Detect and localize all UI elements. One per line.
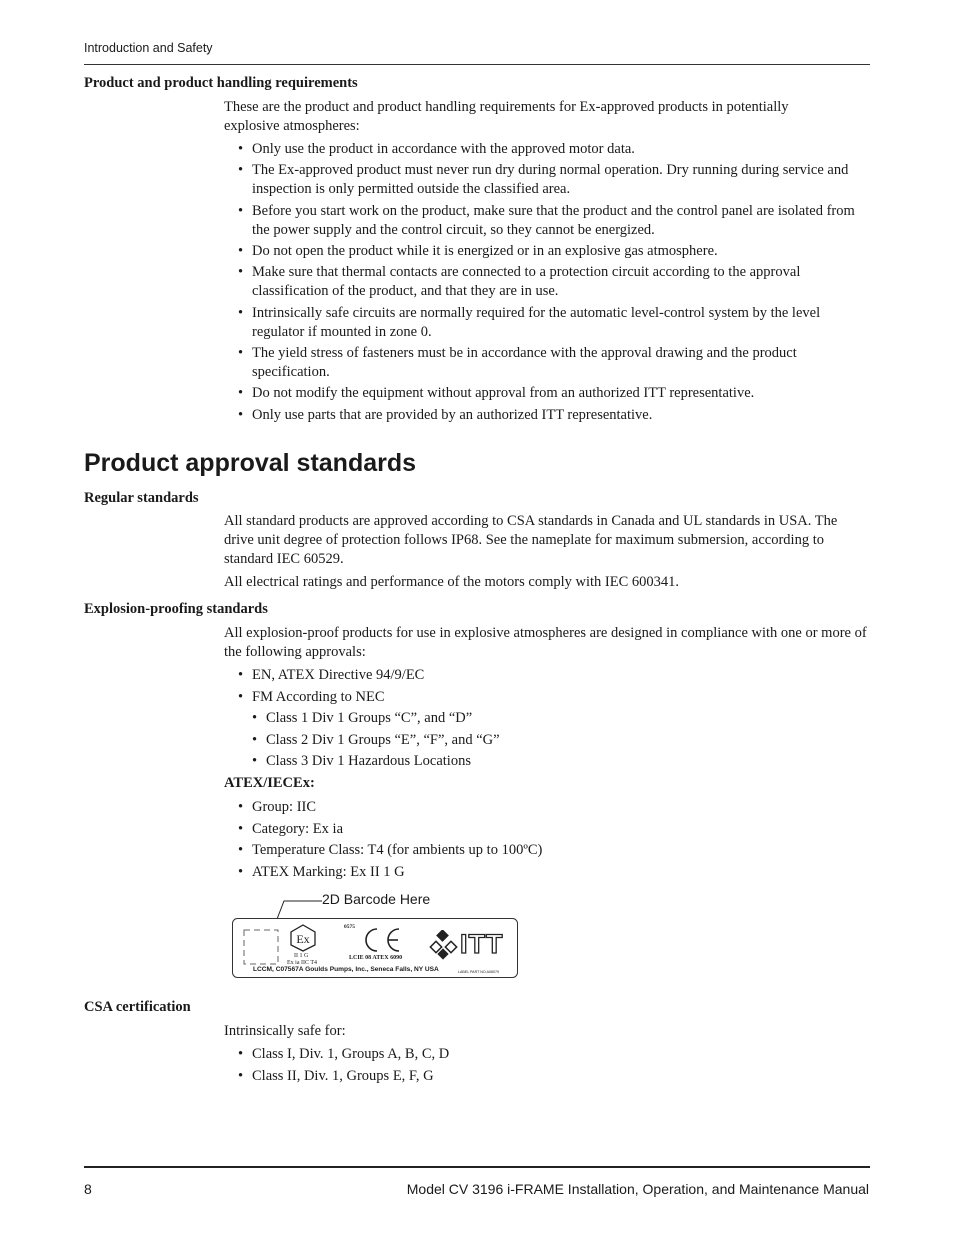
footer-rule xyxy=(84,1166,870,1168)
barcode-caption: 2D Barcode Here xyxy=(322,891,431,907)
csa-item: • Class I, Div. 1, Groups A, B, C, D xyxy=(224,1045,864,1064)
section-title: Product approval standards xyxy=(84,449,417,477)
csa-heading: CSA certification xyxy=(84,999,191,1015)
label-certificate: LCIE 08 ATEX 6090 xyxy=(349,955,403,961)
explosion-proofing-intro: All explosion-proof products for use in explosive atmospheres are designed in compliance with one or more of the following approvals: xyxy=(224,625,867,660)
atex-item: • Category: Ex ia xyxy=(224,820,864,839)
handling-heading: Product and product handling requirements xyxy=(84,75,358,91)
fm-class-item: • Class 1 Div 1 Groups “C”, and “D” xyxy=(224,709,864,728)
ex-hexagon-icon xyxy=(289,924,317,952)
csa-intro: Intrinsically safe for: xyxy=(224,1023,346,1039)
handling-item: • The Ex-approved product must never run dry during normal operation. Dry running during service and inspection is only permitted outside the classified area. xyxy=(224,161,864,199)
label-manufacturer: LCCM, C07567A Goulds Pumps, Inc., Seneca Falls, NY USA xyxy=(253,966,439,973)
label-ce-number: 0575 xyxy=(344,924,355,930)
manual-title: Model CV 3196 i-FRAME Installation, Operation, and Maintenance Manual xyxy=(406,1181,869,1197)
atex-iecex-label: ATEX/IECEx: xyxy=(224,775,315,791)
itt-engineered-blocks-icon xyxy=(428,930,460,960)
nameplate-label xyxy=(232,918,518,978)
header-rule xyxy=(84,64,870,65)
svg-text:Ex: Ex xyxy=(296,932,310,946)
handling-item: • Before you start work on the product, make sure that the product and the control panel are isolated from the power supply and the control circuit, so they cannot be energized. xyxy=(224,202,864,240)
running-header: Introduction and Safety xyxy=(84,41,213,55)
itt-logo: ITT xyxy=(460,929,504,959)
fm-class-item: • Class 3 Div 1 Hazardous Locations xyxy=(224,752,864,771)
handling-item: • Intrinsically safe circuits are normally required for the automatic level-control system by the level regulator if mounted in zone 0. xyxy=(224,304,864,342)
handling-item: • The yield stress of fasteners must be in accordance with the approval drawing and the product specification. xyxy=(224,344,864,382)
handling-item: • Only use the product in accordance with the approved motor data. xyxy=(224,140,864,159)
handling-item: • Make sure that thermal contacts are connected to a protection circuit according to the approval classification of the product, and that they are in use. xyxy=(224,263,864,301)
atex-item: • Group: IIC xyxy=(224,798,864,817)
atex-item: • ATEX Marking: Ex II 1 G xyxy=(224,863,864,882)
regular-standards-paragraph: All standard products are approved according to CSA standards in Canada and UL standards in USA. The drive unit degree of protection follows IP68. See the nameplate for maximum submersion, according to standard IEC 60529. xyxy=(224,513,838,567)
approval-item: • FM According to NEC xyxy=(224,688,864,707)
handling-intro-line1: These are the product and product handling requirements for Ex-approved products in potentially xyxy=(224,99,789,115)
label-ex-code: II 1 G xyxy=(294,953,309,959)
handling-intro-line2: explosive atmospheres: xyxy=(224,118,360,134)
handling-item: • Only use parts that are provided by an authorized ITT representative. xyxy=(224,406,864,425)
ce-mark-icon xyxy=(359,926,403,954)
page-number: 8 xyxy=(84,1181,92,1197)
regular-standards-heading: Regular standards xyxy=(84,490,199,506)
atex-item: • Temperature Class: T4 (for ambients up to 100ºC) xyxy=(224,841,864,860)
label-part-reference: LABEL PART NO.A08079 xyxy=(458,970,500,974)
fm-class-item: • Class 2 Div 1 Groups “E”, “F”, and “G” xyxy=(224,731,864,750)
explosion-proofing-heading: Explosion-proofing standards xyxy=(84,601,268,617)
label-ex-rating: Ex ia IIC T4 xyxy=(287,960,318,966)
electrical-ratings-paragraph: All electrical ratings and performance of the motors comply with IEC 600341. xyxy=(224,574,680,590)
csa-item: • Class II, Div. 1, Groups E, F, G xyxy=(224,1067,864,1086)
handling-item: • Do not modify the equipment without approval from an authorized ITT representative. xyxy=(224,384,864,403)
approval-item: • EN, ATEX Directive 94/9/EC xyxy=(224,666,864,685)
handling-item: • Do not open the product while it is energized or in an explosive gas atmosphere. xyxy=(224,242,864,261)
